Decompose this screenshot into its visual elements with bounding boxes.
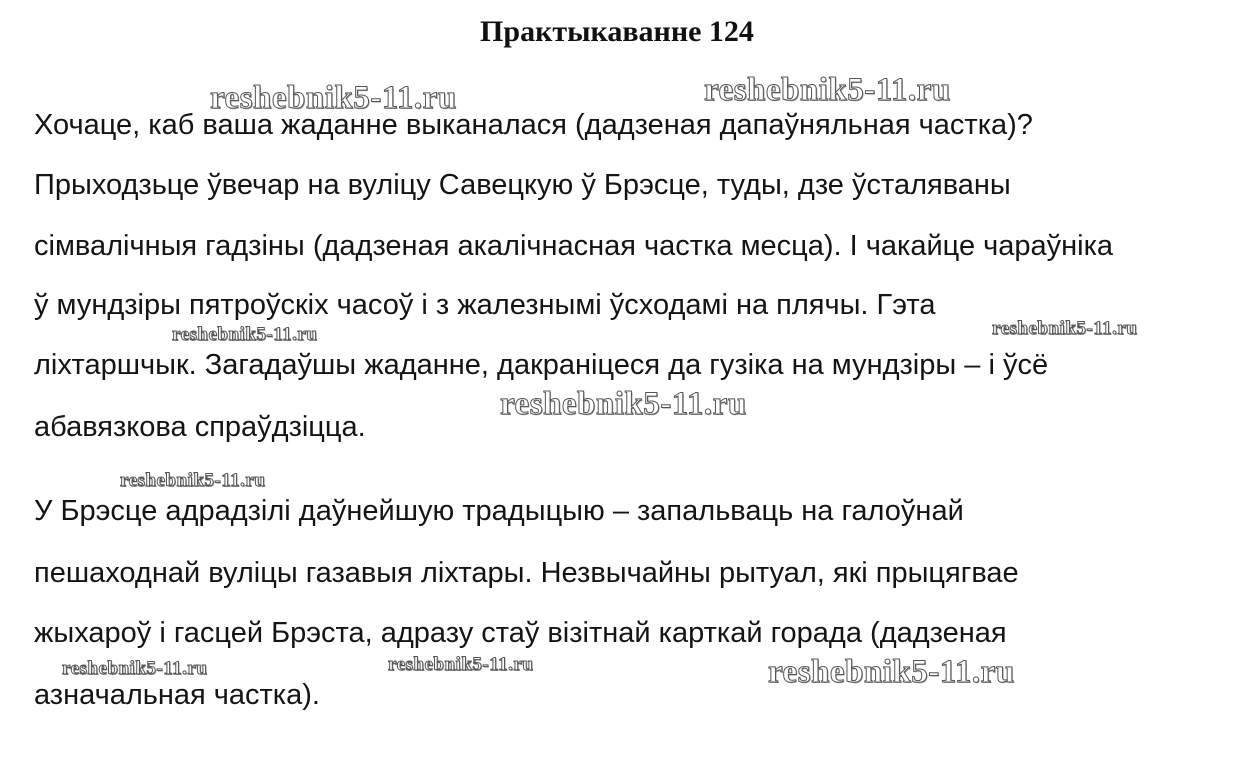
paragraph-2-line-2: пешаходнай вуліцы газавыя ліхтары. Незвычайны рытуал, які прыцягвае <box>34 557 1019 589</box>
watermark: reshebnik5-11.ru <box>704 72 951 108</box>
paragraph-1-line-6: абавязкова спраўдзіцца. <box>34 411 366 443</box>
watermark: reshebnik5-11.ru <box>768 654 1015 690</box>
paragraph-1-line-2: Прыходзьце ўвечар на вуліцу Савецкую ў Брэсце, туды, дзе ўсталяваны <box>34 169 1011 201</box>
watermark: reshebnik5-11.ru <box>120 470 266 491</box>
paragraph-2-line-4: азначальная частка). <box>34 679 320 711</box>
paragraph-1-line-4: ў мундзіры пятроўскіх часоў і з жалезнымі ўсходамі на плячы. Гэта <box>34 289 936 321</box>
paragraph-2-line-3: жыхароў і гасцей Брэста, адразу стаў візітнай карткай горада (дадзеная <box>34 617 1007 649</box>
watermark: reshebnik5-11.ru <box>500 386 747 422</box>
watermark: reshebnik5-11.ru <box>388 654 534 675</box>
watermark: reshebnik5-11.ru <box>992 318 1138 339</box>
watermark: reshebnik5-11.ru <box>172 324 318 345</box>
paragraph-2-line-1: У Брэсце адрадзілі даўнейшую традыцыю – запальваць на галоўнай <box>34 495 964 527</box>
paragraph-1-line-5: ліхтаршчык. Загадаўшы жаданне, дакраніцеся да гузіка на мундзіры – і ўсё <box>34 349 1049 381</box>
watermark: reshebnik5-11.ru <box>62 658 208 679</box>
paragraph-1-line-3: сімвалічныя гадзіны (дадзеная акалічнасная частка месца). І чакайце чараўніка <box>34 230 1114 262</box>
watermark: reshebnik5-11.ru <box>210 80 457 116</box>
paragraph-1-line-1: Хочаце, каб ваша жаданне выканалася (дадзеная дапаўняльная частка)? <box>34 109 1033 141</box>
exercise-title: Практыкаванне 124 <box>480 15 754 48</box>
